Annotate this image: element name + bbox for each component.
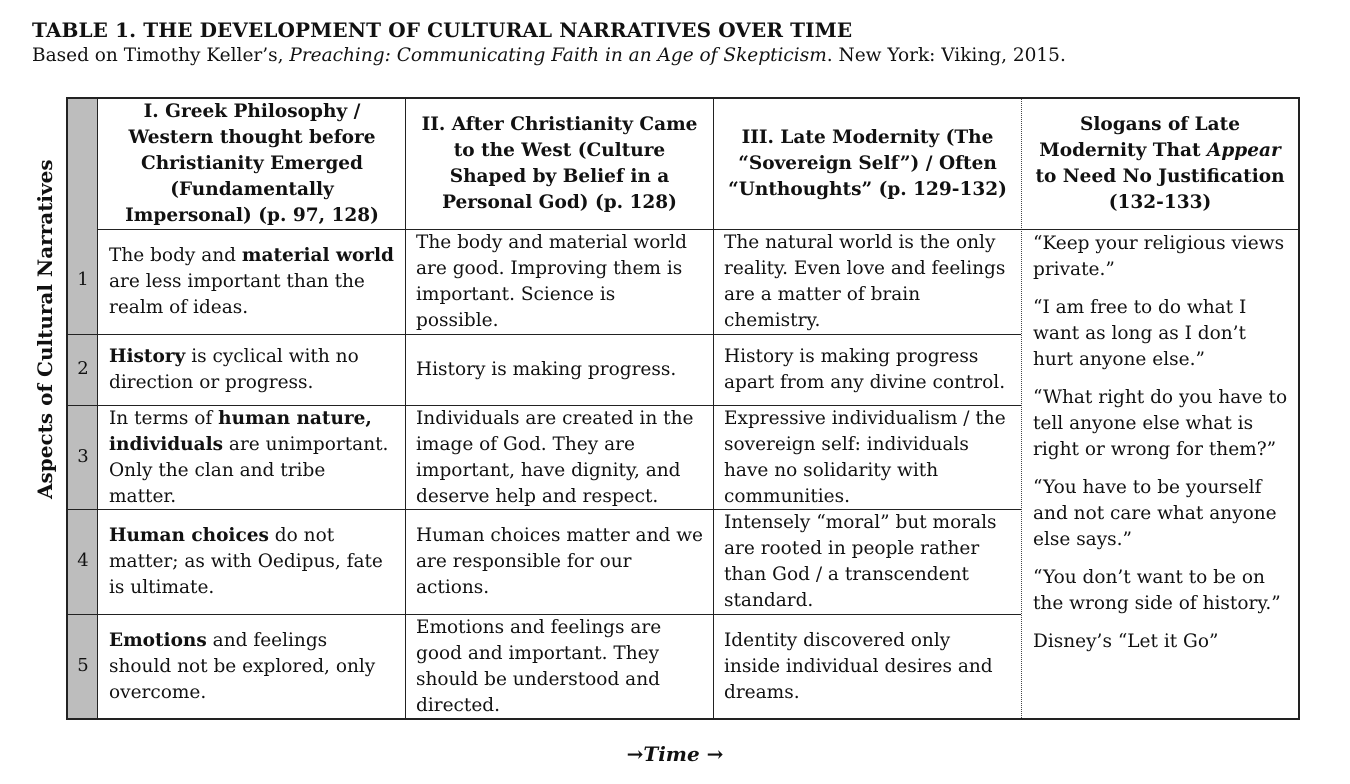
table-subtitle bbox=[32, 45, 1066, 66]
row1-col1-bold: material world bbox=[241, 245, 394, 266]
row1-col1 bbox=[99, 230, 405, 334]
row3-col2: Individuals are created in the image of God. They are important, have dignity, and deserve help and respect. bbox=[416, 407, 694, 507]
row2-col3: History is making progress apart from any divine control. bbox=[724, 346, 1006, 393]
row2-col1-bold: History bbox=[109, 346, 186, 367]
row1-col1-pre: The body and bbox=[109, 245, 242, 266]
side-column bbox=[68, 99, 98, 718]
slogan-item: “What right do you have to tell anyone else what is right or wrong for them?” bbox=[1033, 387, 1288, 460]
slogan-item: “You don’t want to be on the wrong side of history.” bbox=[1033, 567, 1281, 614]
subtitle-prefix: Based on Timothy Keller’s, bbox=[32, 45, 290, 66]
row4-col3: Intensely “moral” but morals are rooted in people rather than God / a transcendent standard. bbox=[724, 512, 997, 611]
row1-col2: The body and material world are good. Improving them is important. Science is possible. bbox=[416, 232, 688, 331]
row2-col1 bbox=[99, 335, 405, 405]
slogan-item: “You have to be yourself and not care what anyone else says.” bbox=[1033, 477, 1277, 550]
row3-col1-bold: human nature, individuals bbox=[109, 407, 372, 455]
row5-col1-post: and feelings should not be explored, only overcome. bbox=[109, 629, 376, 703]
row-number: 1 bbox=[77, 269, 89, 290]
row3-col1 bbox=[99, 406, 405, 509]
row-number: 2 bbox=[77, 358, 89, 379]
row3-col1-post: are unimportant. Only the clan and tribe matter. bbox=[109, 433, 389, 507]
row3-col3: Expressive individualism / the sovereign self: individuals have no solidarity with communities. bbox=[724, 407, 1006, 507]
row4-col1 bbox=[99, 510, 405, 614]
slogan-item: “I am free to do what I want as long as I don’t hurt anyone else.” bbox=[1033, 297, 1247, 370]
row4-col1-post: do not matter; as with Oedipus, fate is ultimate. bbox=[109, 525, 383, 598]
header-col1: I. Greek Philosophy / Western thought before Christianity Emerged (Fundamentally Impersonal) (p. 97, 128) bbox=[125, 101, 379, 226]
row1-col3: The natural world is the only reality. Even love and feelings are a matter of brain chemistry. bbox=[724, 232, 1006, 331]
row-number: 5 bbox=[77, 655, 89, 676]
row1-col1-post: are less important than the realm of ideas. bbox=[109, 271, 365, 318]
slogans-list bbox=[1023, 231, 1298, 667]
header-col3: III. Late Modernity (The “Sovereign Self”) / Often “Unthoughts” (p. 129-132) bbox=[728, 127, 1007, 200]
row-number: 4 bbox=[77, 550, 89, 571]
table-title: TABLE 1. THE DEVELOPMENT OF CULTURAL NARRATIVES OVER TIME bbox=[32, 18, 853, 42]
row3-col1-pre: In terms of bbox=[109, 407, 219, 429]
subtitle-suffix: . New York: Viking, 2015. bbox=[826, 45, 1066, 66]
header-col4-em: Appear bbox=[1206, 140, 1281, 161]
header-col4-b: to Need No Justification (132-133) bbox=[1035, 166, 1285, 213]
row2-col1-post: is cyclical with no direction or progress. bbox=[109, 346, 359, 393]
header-col4 bbox=[1022, 99, 1298, 229]
header-col2: II. After Christianity Came to the West (Culture Shaped by Belief in a Personal God) (p. 128) bbox=[421, 114, 698, 213]
slogan-item: Disney’s “Let it Go” bbox=[1033, 631, 1219, 652]
subtitle-book: Preaching: Communicating Faith in an Age of Skepticism bbox=[289, 45, 827, 66]
narratives-table bbox=[33, 97, 1300, 720]
slogan-item: “Keep your religious views private.” bbox=[1033, 233, 1285, 280]
row5-col1-bold: Emotions bbox=[109, 629, 207, 651]
row5-col1 bbox=[99, 615, 405, 718]
row-number: 3 bbox=[77, 446, 89, 467]
row2-col2: History is making progress. bbox=[416, 359, 677, 380]
row5-col2: Emotions and feelings are good and important. They should be understood and directed. bbox=[416, 616, 662, 716]
row4-col1-bold: Human choices bbox=[109, 525, 269, 546]
row5-col3: Identity discovered only inside individual desires and dreams. bbox=[724, 629, 993, 703]
row4-col2: Human choices matter and we are responsible for our actions. bbox=[416, 525, 703, 598]
time-arrow-label: →Time → bbox=[626, 742, 724, 766]
side-label: Aspects of Cultural Narratives bbox=[33, 159, 57, 499]
header-col4-a: Slogans of Late Modernity That bbox=[1039, 114, 1240, 161]
